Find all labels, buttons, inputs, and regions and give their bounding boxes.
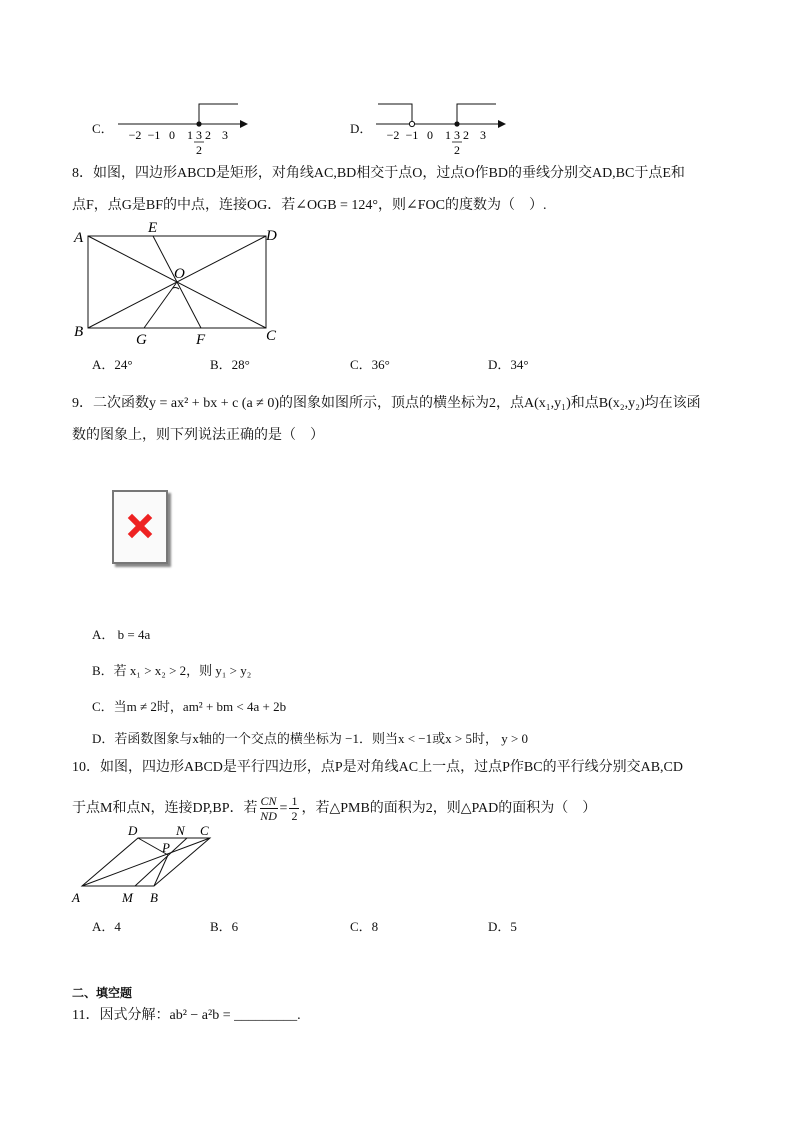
label-o: O xyxy=(174,266,185,282)
tick-label: 3 xyxy=(196,128,202,142)
tick-label: 3 xyxy=(222,128,228,142)
tick-label: 1 xyxy=(187,128,193,142)
label-a: A xyxy=(72,890,80,905)
tick-label: 0 xyxy=(427,128,433,142)
tick-label: 2 xyxy=(205,128,211,142)
q8-option-c: C．36° xyxy=(350,357,390,372)
label-m: M xyxy=(122,890,133,905)
section-heading: 二、填空题 xyxy=(72,986,133,1000)
q9-option-b: B．若 x₁ > x₂ > 2，则 y₁ > y₂ xyxy=(92,663,252,678)
q8-option-a: A．24° xyxy=(92,357,133,372)
q8-option-d: D．34° xyxy=(488,357,529,372)
segment-og xyxy=(144,282,177,328)
diagonal-ac xyxy=(82,838,210,886)
q10-text-part2: ，若△PMB的面积为2，则△PAD的面积为（ ） xyxy=(301,800,597,816)
label-f: F xyxy=(196,332,206,348)
q8-option-b: B．28° xyxy=(210,357,250,372)
q10-option-a: A．4 xyxy=(92,919,121,934)
tick-label: 3 xyxy=(454,128,460,142)
segment-bp xyxy=(154,855,168,886)
tick-label: −2 xyxy=(386,128,400,142)
equals-sign: = xyxy=(279,800,288,816)
tick-label: −1 xyxy=(405,128,419,142)
segment-mn xyxy=(135,838,187,886)
broken-image-x-icon xyxy=(114,492,166,562)
q9-option-a: A． b = 4a xyxy=(92,627,151,642)
q7-option-d-label: D． xyxy=(350,121,373,136)
q11-text: 11．因式分解：ab² − a²b = _________. xyxy=(72,1008,301,1023)
label-e: E xyxy=(148,222,158,236)
q10-option-c: C．8 xyxy=(350,919,379,934)
label-c: C xyxy=(200,824,209,838)
q10-text-part1: 于点M和点N，连接DP,BP．若 xyxy=(72,800,258,816)
q9-text-line2: 数的图象上，则下列说法正确的是（ ） xyxy=(72,428,324,443)
tick-label: 1 xyxy=(445,128,451,142)
label-c: C xyxy=(266,328,277,344)
q10-fraction-half xyxy=(289,794,299,823)
q8-text-line1: 8．如图，四边形ABCD是矩形，对角线AC,BD相交于点O，过点O作BD的垂线分别交AD,BC于点E和 xyxy=(72,166,685,181)
tick-label: −2 xyxy=(128,128,142,142)
fraction-denominator: ND xyxy=(260,809,277,823)
q7-option-d-numberline xyxy=(370,96,510,158)
fraction-denominator: 2 xyxy=(291,809,298,823)
label-g: G xyxy=(136,332,147,348)
label-d: D xyxy=(128,824,138,838)
label-a: A xyxy=(74,230,84,246)
broken-image-placeholder xyxy=(112,490,168,564)
tick-label: 2 xyxy=(454,143,460,157)
q9-option-c: C．当m ≠ 2时，am² + bm < 4a + 2b xyxy=(92,699,287,714)
q8-text-line2: 点F，点G是BF的中点，连接OG．若∠OGB = 124°，则∠FOC的度数为（ ）. xyxy=(72,198,547,213)
tick-label: 0 xyxy=(169,128,175,142)
q9-option-d: D．若函数图象与x轴的一个交点的横坐标为 −1．则当x < −1或x > 5时， y > 0 xyxy=(92,731,529,746)
q10-parallelogram-figure xyxy=(70,824,220,906)
q8-rectangle-figure xyxy=(70,222,290,350)
q7-option-c-numberline xyxy=(112,96,252,158)
label-b: B xyxy=(74,324,84,340)
q9-text-line1: 9．二次函数y = ax² + bx + c (a ≠ 0)的图象如图所示，顶点的横坐标为2，点A(x₁,y₁)和点B(x₂,y₂)均在该函 xyxy=(72,396,701,411)
label-p: P xyxy=(162,840,170,855)
tick-label: −1 xyxy=(147,128,161,142)
q10-option-d: D．5 xyxy=(488,919,517,934)
q10-option-b: B．6 xyxy=(210,919,239,934)
label-b: B xyxy=(150,890,158,905)
fraction-numerator: CN xyxy=(260,794,277,808)
tick-label: 3 xyxy=(480,128,486,142)
q10-text-line1: 10．如图，四边形ABCD是平行四边形，点P是对角线AC上一点，过点P作BC的平行线分别交AB,CD xyxy=(72,760,683,775)
label-n: N xyxy=(176,824,185,838)
q7-option-c-label: C． xyxy=(92,121,114,136)
q10-text-line2 xyxy=(72,794,596,823)
q10-fraction-cn-nd xyxy=(260,794,278,823)
right-angle-mark xyxy=(173,288,179,289)
tick-label: 2 xyxy=(196,143,202,157)
fraction-numerator: 1 xyxy=(291,794,298,808)
tick-label: 2 xyxy=(463,128,469,142)
label-d: D xyxy=(266,228,277,244)
